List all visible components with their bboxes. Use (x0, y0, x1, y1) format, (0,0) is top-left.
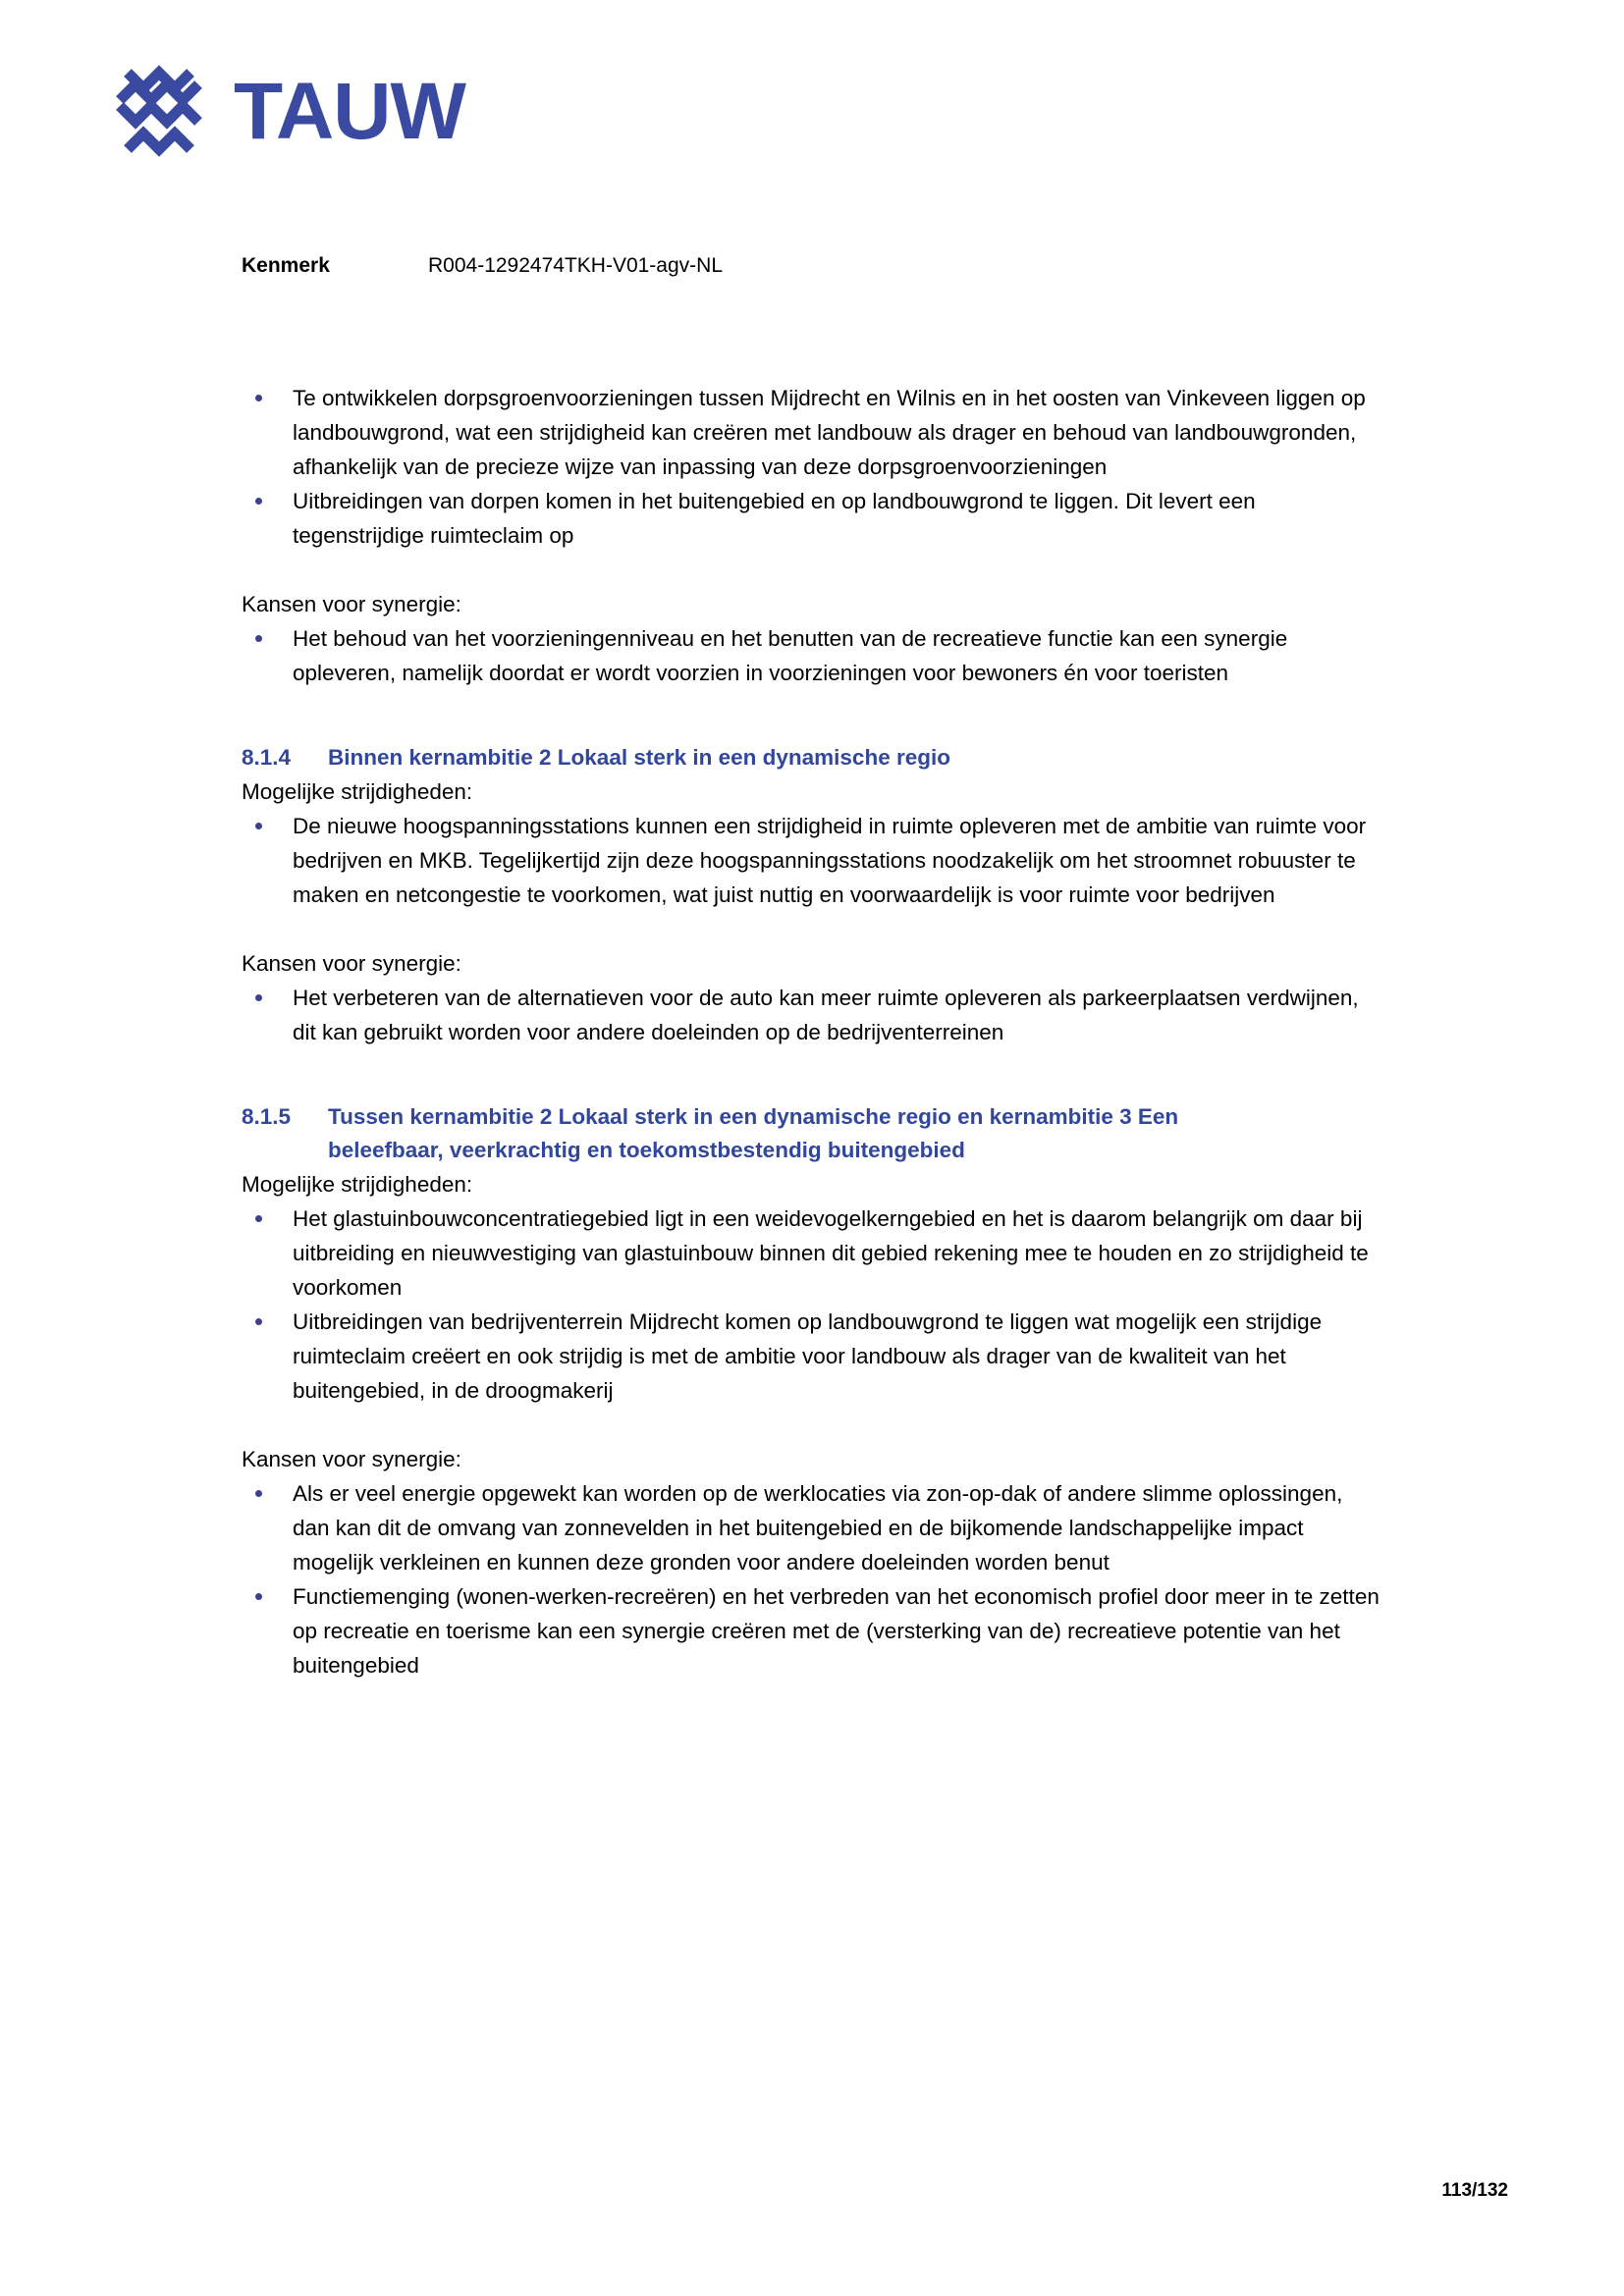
list-item (242, 621, 1380, 690)
strijdigheden-label-815: Mogelijke strijdigheden: (242, 1172, 473, 1197)
bullet-dot-icon (255, 1593, 262, 1600)
list-item (242, 1476, 1380, 1579)
brand-wordmark: TAUW (234, 67, 465, 156)
spacer (242, 690, 1380, 741)
page-number: 113/132 (1441, 2180, 1508, 2201)
list-item-text: Uitbreidingen van bedrijventerrein Mijdrecht komen op landbouwgrond te liggen wat mogelijk een strijdige ruimteclaim creëert en ook strijdig is met de ambitie voor landbouw als drager van de kwaliteit van het buitengebied, in de droogmakerij (293, 1309, 1323, 1403)
heading-title (328, 1100, 1380, 1167)
bullet-dot-icon (255, 395, 262, 401)
list-item-text: De nieuwe hoogspanningsstations kunnen een strijdigheid in ruimte opleveren met de ambitie van ruimte voor bedrijven en MKB. Tegelijkertijd zijn deze hoogspanningsstations noodzakelijk om het stroomnet robuuster te maken en netcongestie te voorkomen, wat juist nuttig en voorwaardelijk is voor ruimte voor bedrijven (293, 814, 1367, 907)
list-item-text: Het verbeteren van de alternatieven voor de auto kan meer ruimte opleveren als parkeerplaatsen verdwijnen, dit kan gebruikt worden voor andere doeleinden op de bedrijventerreinen (293, 986, 1359, 1044)
heading-number: 8.1.4 (242, 745, 292, 770)
spacer (242, 1408, 1380, 1442)
list-item (242, 381, 1380, 484)
bullet-dot-icon (255, 1490, 262, 1497)
kansen-label-1: Kansen voor synergie: (242, 592, 461, 616)
strijdigheden-label-814: Mogelijke strijdigheden: (242, 779, 473, 804)
brand-logo (106, 61, 465, 159)
bullet-list-strijdig-815 (242, 1201, 1380, 1408)
heading-number: 8.1.5 (242, 1104, 292, 1129)
document-body (242, 381, 1380, 1682)
heading-8-1-5 (242, 1100, 1380, 1167)
tauw-chevron-logo-icon (106, 61, 212, 159)
list-item-text: Functiemenging (wonen-werken-recreëren) en het verbreden van het economisch profiel door meer in te zetten op recreatie en toerisme kan een synergie creëren met de (versterking van de) recreatieve potentie van het buitengebied (293, 1584, 1380, 1678)
heading-title: Binnen kernambitie 2 Lokaal sterk in een dynamische regio (328, 745, 950, 770)
list-item-text: Te ontwikkelen dorpsgroenvoorzieningen tussen Mijdrecht en Wilnis en in het oosten van Vinkeveen liggen op landbouwgrond, wat een strijdigheid kan creëren met landbouw als drager en behoud van landbouwgronden, afhankelijk van de precieze wijze van inpassing van deze dorpsgroenvoorzieningen (293, 386, 1366, 479)
list-item-text: Het behoud van het voorzieningenniveau en het benutten van de recreatieve functie kan een synergie opleveren, namelijk doordat er wordt voorzien in voorzieningen voor bewoners én voor toeristen (293, 626, 1288, 685)
bullet-list-kansen-814 (242, 981, 1380, 1049)
bullet-dot-icon (255, 635, 262, 642)
list-item (242, 1579, 1380, 1682)
kenmerk-label: Kenmerk (242, 254, 330, 277)
bullet-dot-icon (255, 994, 262, 1001)
spacer (242, 553, 1380, 587)
bullet-dot-icon (255, 823, 262, 829)
list-item (242, 809, 1380, 912)
bullet-list-top (242, 381, 1380, 553)
bullet-dot-icon (255, 1318, 262, 1325)
list-item-text: Als er veel energie opgewekt kan worden op de werklocaties via zon-op-dak of andere slimme oplossingen, dan kan dit de omvang van zonnevelden in het buitengebied en de bijkomende landschappelijke impact mogelijk verkleinen en kunnen deze gronden voor andere doeleinden worden benut (293, 1481, 1343, 1575)
kenmerk-value: R004-1292474TKH-V01-agv-NL (428, 254, 723, 277)
spacer (242, 912, 1380, 946)
bullet-dot-icon (255, 1215, 262, 1222)
kenmerk-row (242, 253, 723, 278)
list-item (242, 1305, 1380, 1408)
kansen-label-814: Kansen voor synergie: (242, 951, 461, 976)
list-item (242, 484, 1380, 553)
bullet-dot-icon (255, 498, 262, 505)
bullet-list-kansen-1 (242, 621, 1380, 690)
heading-title-line-1: Tussen kernambitie 2 Lokaal sterk in een dynamische regio en kernambitie 3 Een (328, 1104, 1179, 1129)
kansen-label-815: Kansen voor synergie: (242, 1447, 461, 1471)
list-item-text: Het glastuinbouwconcentratiegebied ligt in een weidevogelkerngebied en het is daarom belangrijk om daar bij uitbreiding en nieuwvestiging van glastuinbouw binnen dit gebied rekening mee te houden en zo strijdigheid te voorkomen (293, 1206, 1369, 1300)
spacer (242, 1049, 1380, 1100)
bullet-list-strijdig-814 (242, 809, 1380, 912)
list-item-text: Uitbreidingen van dorpen komen in het buitengebied en op landbouwgrond te liggen. Dit levert een tegenstrijdige ruimteclaim op (293, 489, 1256, 548)
heading-title-line-2: beleefbaar, veerkrachtig en toekomstbestendig buitengebied (328, 1138, 965, 1162)
heading-8-1-4 (242, 741, 1380, 774)
list-item (242, 1201, 1380, 1305)
bullet-list-kansen-815 (242, 1476, 1380, 1682)
list-item (242, 981, 1380, 1049)
